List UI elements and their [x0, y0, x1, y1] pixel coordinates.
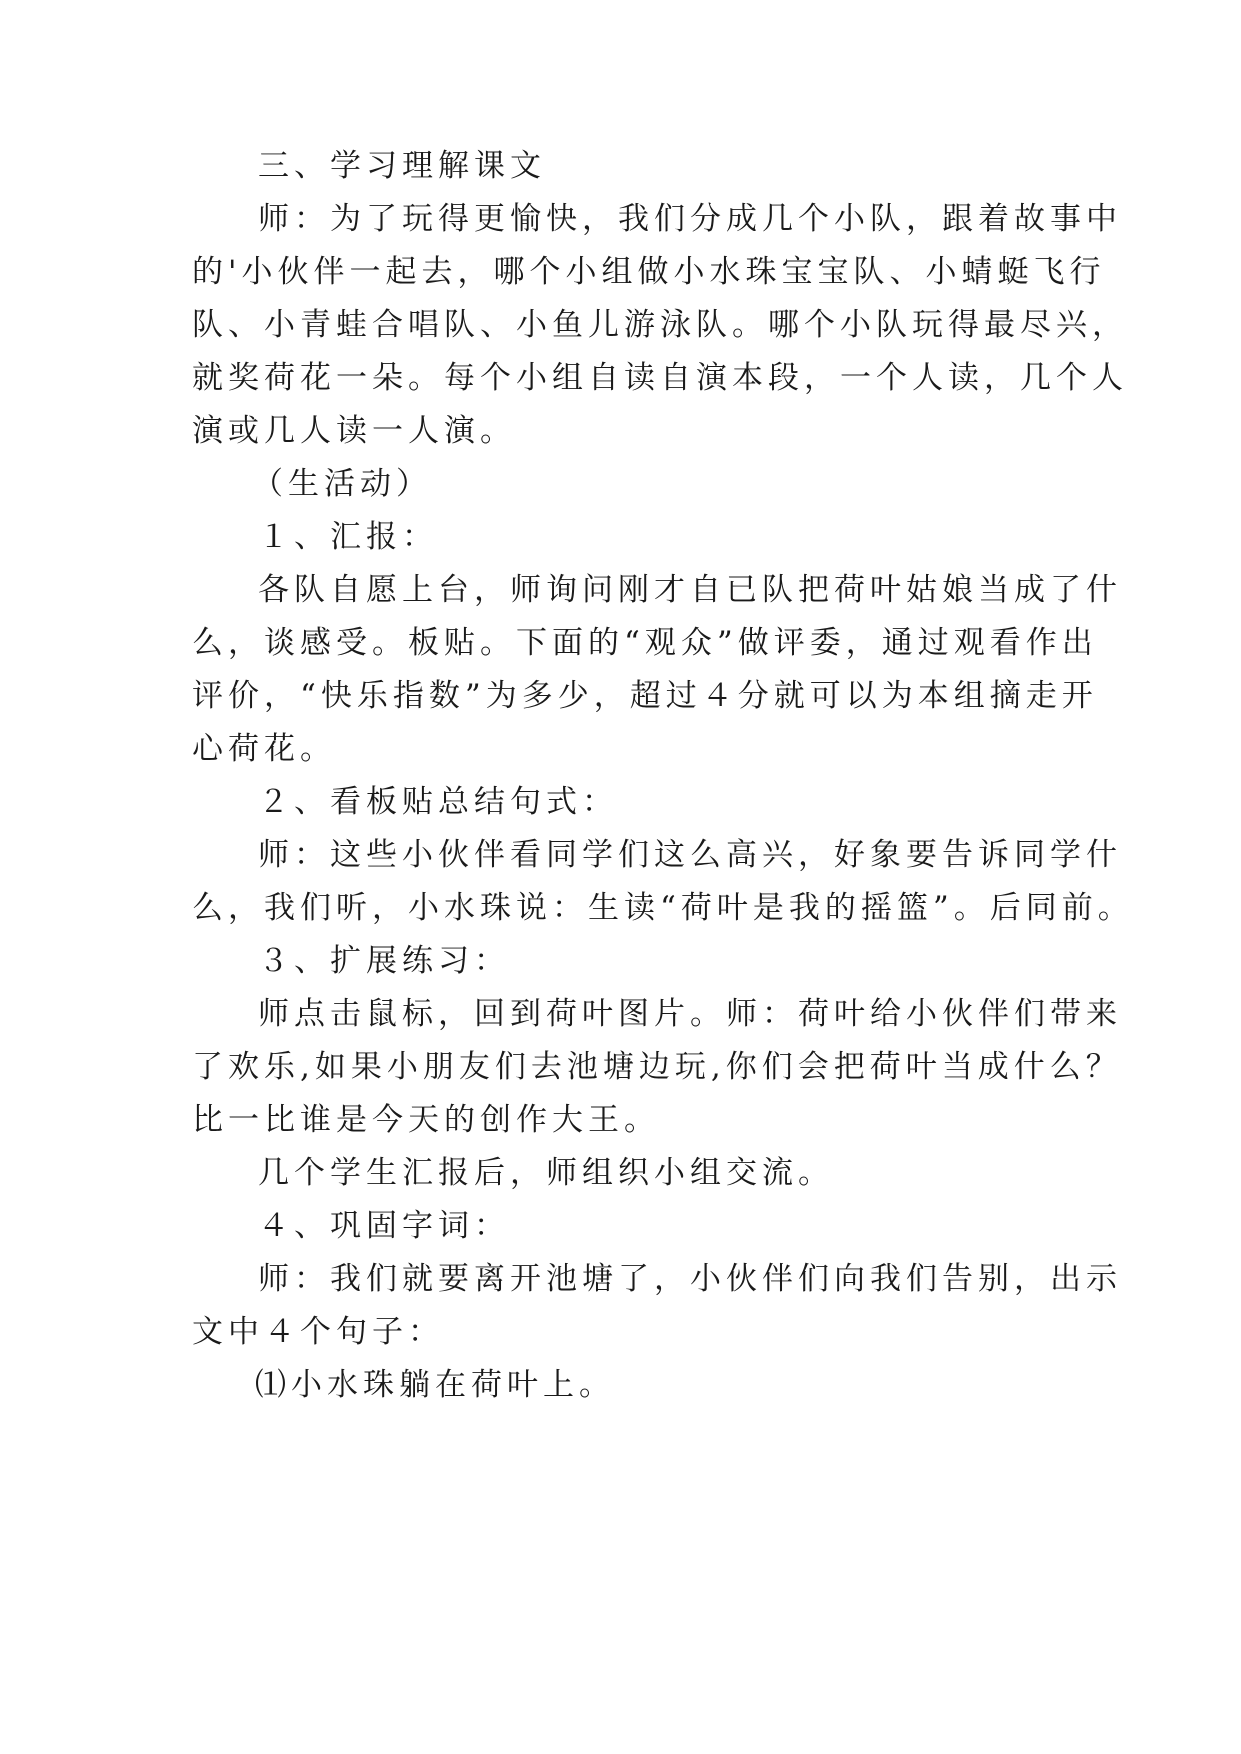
numbered-heading: １、汇报： [258, 519, 438, 555]
paragraph-line: 么，谈感受。板贴。下面的“观众”做评委，通过观看作出 [192, 625, 1098, 661]
paragraph-line: （生活动） [252, 466, 432, 502]
paragraph-line: 演或几人读一人演。 [192, 413, 516, 449]
paragraph-line: 就奖荷花一朵。每个小组自读自演本段，一个人读，几个人 [192, 360, 1128, 396]
paragraph-line: 各队自愿上台，师询问刚才自已队把荷叶姑娘当成了什 [258, 572, 1122, 608]
paragraph-line: 师点击鼠标，回到荷叶图片。师：荷叶给小伙伴们带来 [258, 996, 1122, 1032]
numbered-heading: ４、巩固字词： [258, 1208, 510, 1244]
paragraph-line: 师：我们就要离开池塘了，小伙伴们向我们告别，出示 [258, 1261, 1122, 1297]
paragraph-line: 比一比谁是今天的创作大王。 [192, 1102, 660, 1138]
paragraph-line: 队、小青蛙合唱队、小鱼儿游泳队。哪个小队玩得最尽兴， [192, 307, 1128, 343]
numbered-heading: ３、扩展练习： [258, 943, 510, 979]
paragraph-line: 了欢乐,如果小朋友们去池塘边玩,你们会把荷叶当成什么？ [192, 1049, 1122, 1085]
paragraph-line: 的'小伙伴一起去，哪个小组做小水珠宝宝队、小蜻蜓飞行 [192, 254, 1106, 290]
list-item: ⑴小水珠躺在荷叶上。 [255, 1367, 615, 1403]
paragraph-line: 评价，“快乐指数”为多少，超过４分就可以为本组摘走开 [192, 678, 1098, 714]
section-heading: 三、学习理解课文 [258, 148, 546, 184]
paragraph-line: 么，我们听，小水珠说：生读“荷叶是我的摇篮”。后同前。 [192, 890, 1134, 926]
paragraph-line: 几个学生汇报后，师组织小组交流。 [258, 1155, 834, 1191]
paragraph-line: 师：这些小伙伴看同学们这么高兴，好象要告诉同学什 [258, 837, 1122, 873]
paragraph-line: 心荷花。 [192, 731, 336, 767]
paragraph-line: 文中４个句子： [192, 1314, 444, 1350]
numbered-heading: ２、看板贴总结句式： [258, 784, 618, 820]
paragraph-line: 师：为了玩得更愉快，我们分成几个小队，跟着故事中 [258, 201, 1122, 237]
